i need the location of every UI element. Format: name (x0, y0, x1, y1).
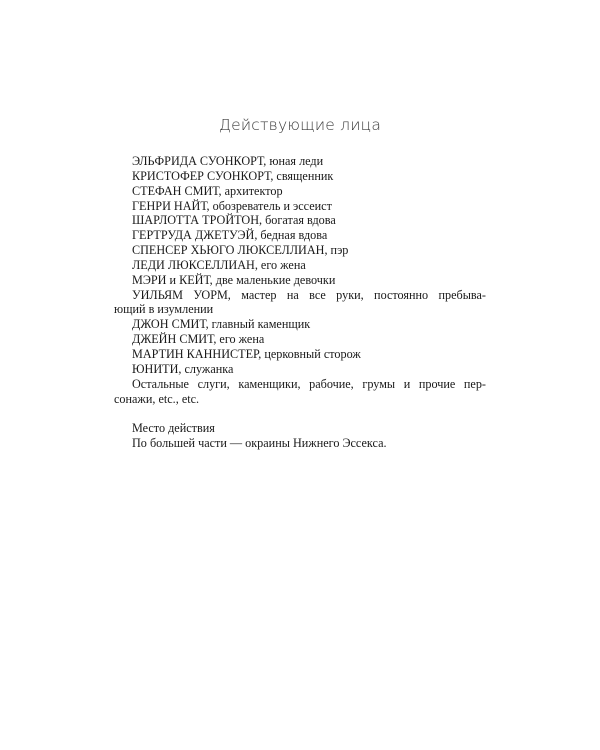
cast-entry: ЛЕДИ ЛЮКСЕЛЛИАН, его жена (132, 257, 306, 272)
cast-entry: ДЖЕЙН СМИТ, его жена (132, 332, 265, 347)
cast-entry: ЮНИТИ, служанка (132, 361, 234, 376)
cast-entry-worm: УИЛЬЯМ УОРМ, мастер на все руки, постоянно пребыва- (132, 287, 486, 302)
cast-entry: ДЖОН СМИТ, главный каменщик (132, 317, 311, 332)
cast-entry: ШАРЛОТТА ТРОЙТОН, богатая вдова (132, 213, 336, 228)
cast-entry: ГЕНРИ НАЙТ, обозреватель и эссеист (132, 198, 332, 213)
cast-entry: МАРТИН КАННИСТЕР, церковный сторож (132, 346, 361, 361)
setting-label: Место действия (132, 421, 215, 436)
page-title: Действующие лица (218, 116, 382, 134)
cast-entry-worm-continued: ющий в изумлении (114, 302, 214, 317)
cast-entry: МЭРИ и КЕЙТ, две маленькие девочки (132, 272, 336, 287)
cast-entry: ГЕРТРУДА ДЖЕТУЭЙ, бедная вдова (132, 228, 328, 243)
cast-list (114, 154, 486, 451)
cast-entry: ЭЛЬФРИДА СУОНКОРТ, юная леди (132, 154, 324, 168)
setting-text: По большей части — окраины Нижнего Эссекса. (132, 436, 387, 451)
section-gap (114, 406, 486, 421)
others-paragraph: Остальные слуги, каменщики, рабочие, грумы и прочие пер- (132, 376, 486, 391)
others-paragraph-continued: сонажи, etc., etc. (114, 391, 200, 406)
cast-entry: КРИСТОФЕР СУОНКОРТ, священник (132, 168, 334, 183)
cast-entry: СТЕФАН СМИТ, архитектор (132, 183, 283, 198)
cast-entry: СПЕНСЕР ХЬЮГО ЛЮКСЕЛЛИАН, пэр (132, 243, 349, 258)
